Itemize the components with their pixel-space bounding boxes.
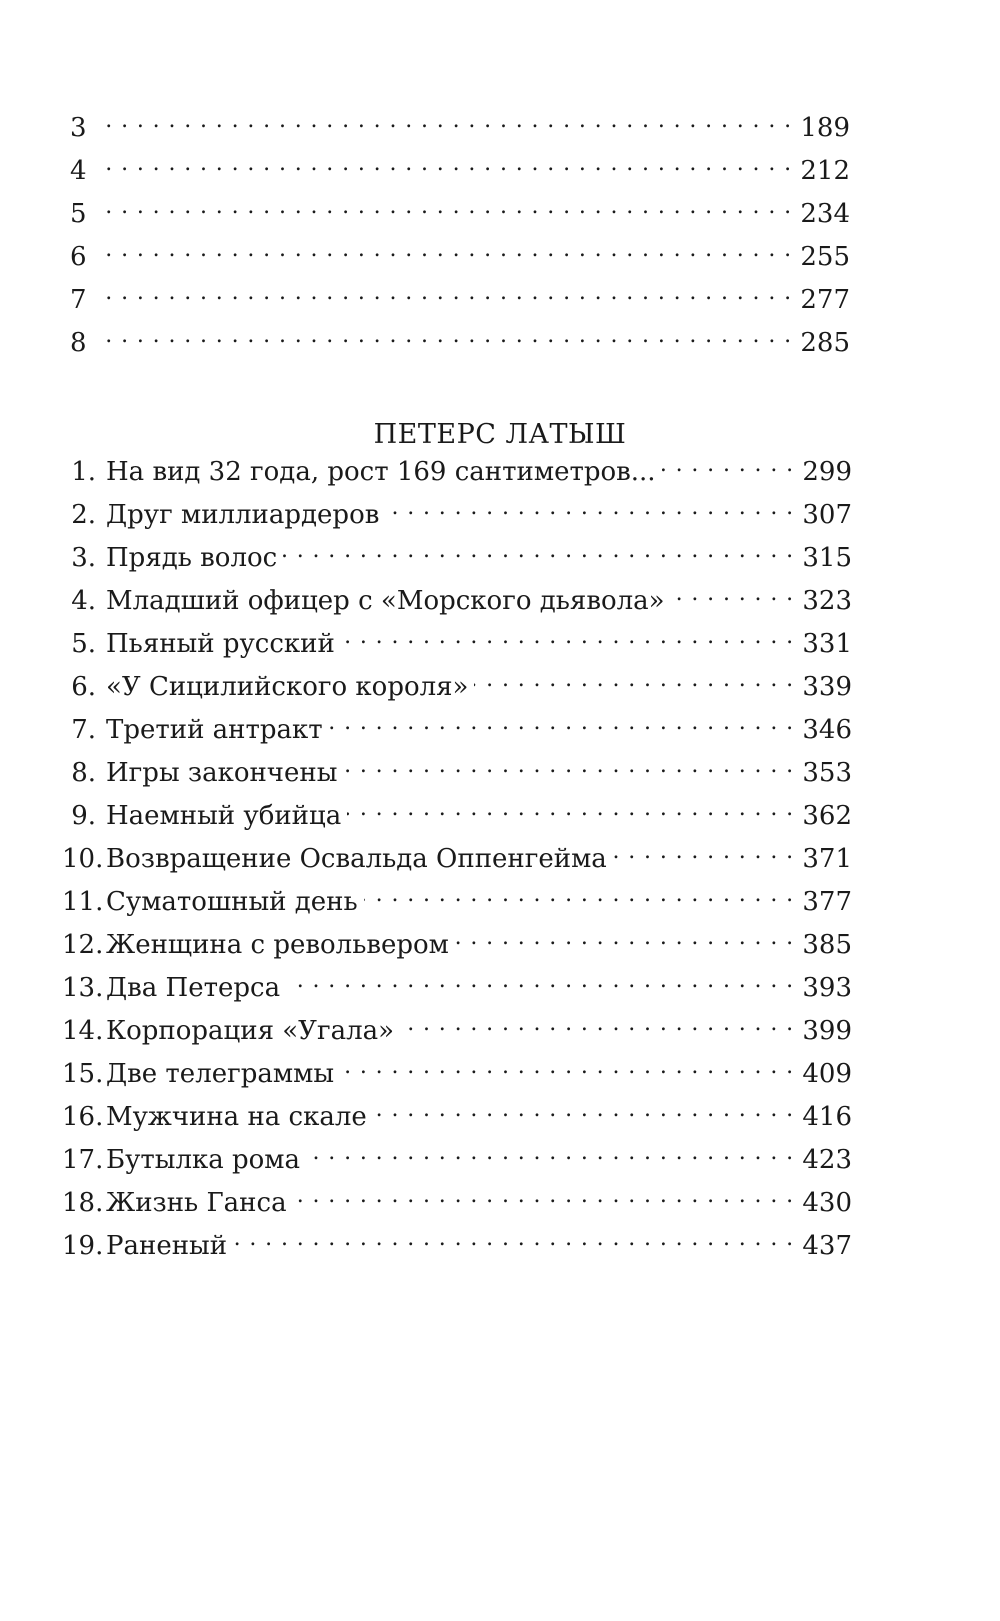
chapter-number: 1.: [71, 457, 96, 487]
dot-leader: [474, 665, 794, 695]
dot-leader: [671, 579, 794, 609]
page-number: 255: [800, 242, 850, 272]
toc-entry: [62, 880, 852, 917]
dot-leader: [662, 450, 794, 480]
chapter-number: 5.: [71, 629, 96, 659]
page-number: 299: [802, 457, 852, 487]
chapter-title: На вид 32 года, рост 169 сантиметров...: [106, 457, 656, 487]
page-number: 371: [802, 844, 852, 874]
page-number: 212: [800, 156, 850, 186]
toc-entry: [70, 192, 850, 229]
chapter-title: Корпорация «Угала»: [106, 1016, 395, 1046]
chapter-number: 14.: [62, 1016, 104, 1046]
dot-leader: [373, 1095, 794, 1125]
toc-entry: [62, 665, 852, 702]
chapter-title: Возвращение Освальда Оппенгейма: [106, 844, 607, 874]
chapter-number: 8: [70, 328, 87, 358]
dot-leader: [104, 149, 792, 179]
dot-leader: [340, 1052, 794, 1082]
chapter-number: 12.: [62, 930, 104, 960]
chapter-title: Прядь волос: [106, 543, 278, 573]
page-number: 353: [802, 758, 852, 788]
chapter-number: 18.: [62, 1188, 104, 1218]
chapter-title: Суматошный день: [106, 887, 358, 917]
page-number: 323: [802, 586, 852, 616]
page-number: 362: [802, 801, 852, 831]
toc-entry: [62, 536, 852, 573]
chapter-number: 17.: [62, 1145, 104, 1175]
toc-entry: [62, 622, 852, 659]
chapter-title: Женщина с револьвером: [106, 930, 449, 960]
chapter-title: Две телеграммы: [106, 1059, 335, 1089]
page-number: 339: [802, 672, 852, 702]
toc-entry: [62, 493, 852, 530]
dot-leader: [400, 1009, 794, 1039]
toc-entry: [62, 751, 852, 788]
toc-entry: [70, 321, 850, 358]
dot-leader: [293, 1181, 794, 1211]
dot-leader: [286, 966, 794, 996]
dot-leader: [104, 278, 792, 308]
chapter-number: 7.: [71, 715, 96, 745]
chapter-number: 4.: [71, 586, 96, 616]
section-heading: ПЕТЕРС ЛАТЫШ: [373, 419, 627, 450]
page-number: 437: [802, 1231, 852, 1261]
toc-entry: [70, 235, 850, 272]
chapter-title: Бутылка рома: [106, 1145, 301, 1175]
dot-leader: [613, 837, 794, 867]
chapter-number: 7: [70, 285, 87, 315]
page-number: 285: [800, 328, 850, 358]
chapter-title: Друг миллиардеров: [106, 500, 380, 530]
toc-entry: [70, 106, 850, 143]
dot-leader: [343, 751, 794, 781]
toc-entry: [62, 1009, 852, 1046]
dot-leader: [104, 235, 792, 265]
chapter-title: Мужчина на скале: [106, 1102, 367, 1132]
page-number: 189: [800, 113, 850, 143]
dot-leader: [347, 794, 794, 824]
page-number: 234: [800, 199, 850, 229]
chapter-number: 4: [70, 156, 87, 186]
toc-entry: [62, 450, 852, 487]
toc-entry: [62, 923, 852, 960]
chapter-number: 9.: [71, 801, 96, 831]
chapter-number: 6.: [71, 672, 96, 702]
toc-entry: [70, 149, 850, 186]
dot-leader: [385, 493, 794, 523]
dot-leader: [104, 192, 792, 222]
dot-leader: [233, 1224, 794, 1254]
toc-entry: [62, 1138, 852, 1175]
dot-leader: [283, 536, 794, 566]
chapter-number: 3: [70, 113, 87, 143]
chapter-title: Игры закончены: [106, 758, 338, 788]
chapter-number: 2.: [71, 500, 96, 530]
chapter-number: 13.: [62, 973, 104, 1003]
page-number: 430: [802, 1188, 852, 1218]
page-number: 331: [802, 629, 852, 659]
page-number: 315: [802, 543, 852, 573]
page-number: 393: [802, 973, 852, 1003]
dot-leader: [306, 1138, 794, 1168]
toc-entry: [62, 966, 852, 1003]
chapter-number: 10.: [62, 844, 104, 874]
toc-entry: [62, 1052, 852, 1089]
dot-leader: [104, 321, 792, 351]
chapter-number: 5: [70, 199, 87, 229]
page-number: 399: [802, 1016, 852, 1046]
chapter-title: Раненый: [106, 1231, 228, 1261]
chapter-number: 19.: [62, 1231, 104, 1261]
chapter-number: 6: [70, 242, 87, 272]
page-number: 416: [802, 1102, 852, 1132]
chapter-title: Наемный убийца: [106, 801, 342, 831]
dot-leader: [104, 106, 792, 136]
toc-entry: [62, 579, 852, 616]
toc-entry: [62, 1224, 852, 1261]
toc-entry: [62, 708, 852, 745]
chapter-title: Младший офицер с «Морского дьявола»: [106, 586, 665, 616]
toc-entry: [62, 837, 852, 874]
page-number: 377: [802, 887, 852, 917]
chapter-number: 3.: [71, 543, 96, 573]
chapter-number: 16.: [62, 1102, 104, 1132]
dot-leader: [341, 622, 794, 652]
chapter-title: Два Петерса: [106, 973, 281, 1003]
toc-entry: [62, 1095, 852, 1132]
toc-entry: [70, 278, 850, 315]
page-number: 409: [802, 1059, 852, 1089]
toc-entry: [62, 1181, 852, 1218]
toc-entry: [62, 794, 852, 831]
chapter-title: Третий антракт: [106, 715, 323, 745]
chapter-number: 11.: [62, 887, 104, 917]
dot-leader: [364, 880, 794, 910]
chapter-number: 15.: [62, 1059, 104, 1089]
chapter-title: Жизнь Ганса: [106, 1188, 287, 1218]
dot-leader: [455, 923, 794, 953]
page-number: 385: [802, 930, 852, 960]
chapter-title: Пьяный русский: [106, 629, 335, 659]
dot-leader: [329, 708, 794, 738]
page-number: 423: [802, 1145, 852, 1175]
page-number: 346: [802, 715, 852, 745]
page-number: 277: [800, 285, 850, 315]
chapter-title: «У Сицилийского короля»: [106, 672, 469, 702]
page-number: 307: [802, 500, 852, 530]
chapter-number: 8.: [71, 758, 96, 788]
